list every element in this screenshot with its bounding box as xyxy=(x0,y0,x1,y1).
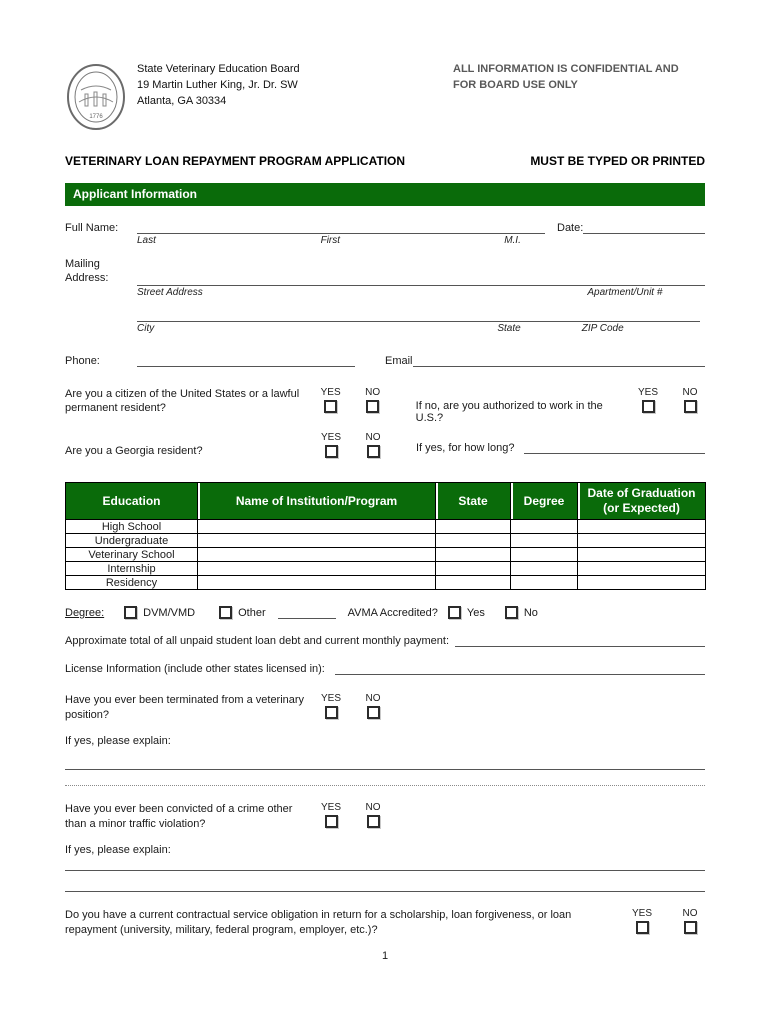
authorized-yes-checkbox[interactable] xyxy=(642,400,655,413)
header-institution: Name of Institution/Program xyxy=(198,483,436,520)
table-row-high-school xyxy=(66,520,706,534)
full-name-label: Full Name: xyxy=(65,222,119,234)
full-name-row xyxy=(65,220,705,234)
degree-label: Degree: xyxy=(65,606,105,619)
terminated-explain-label: If yes, please explain: xyxy=(65,735,171,748)
citizen-no-option xyxy=(358,387,388,413)
obligation-yes-option xyxy=(627,908,657,934)
graduation-cell[interactable] xyxy=(578,548,706,562)
how-long-label: If yes, for how long? xyxy=(416,441,515,454)
georgia-state-seal-icon xyxy=(65,62,127,132)
dvm-checkbox[interactable] xyxy=(124,606,137,619)
org-name: State Veterinary Education Board xyxy=(137,63,300,75)
street-sublabels xyxy=(137,286,700,299)
terminated-question: Have you ever been terminated from a veterinary position? xyxy=(65,694,305,722)
date-input-line[interactable] xyxy=(583,220,705,234)
convicted-no-option xyxy=(358,802,388,828)
seal-year-text: 1776 xyxy=(89,114,103,120)
degree-cell[interactable] xyxy=(511,576,578,590)
mailing-address-row xyxy=(65,257,705,286)
full-name-input-line[interactable] xyxy=(137,220,545,234)
street-address-input-line[interactable] xyxy=(137,272,705,286)
citizen-question-row xyxy=(65,387,705,424)
terminated-no-option xyxy=(358,693,388,719)
obligation-no-option xyxy=(675,908,705,934)
row-label: Internship xyxy=(66,562,198,576)
institution-cell[interactable] xyxy=(198,534,436,548)
row-label: Veterinary School xyxy=(66,548,198,562)
georgia-no-option xyxy=(358,432,388,458)
avma-no-label: No xyxy=(523,606,538,619)
citizen-yes-no-group xyxy=(316,387,388,413)
convicted-yes-checkbox[interactable] xyxy=(325,815,338,828)
education-table xyxy=(65,482,706,590)
obligation-yes-no-group xyxy=(627,908,705,934)
header-state: State xyxy=(436,483,511,520)
convicted-yes-option xyxy=(316,802,346,828)
state-cell[interactable] xyxy=(436,534,511,548)
street-address-sublabel: Street Address xyxy=(137,286,203,298)
convicted-no-checkbox[interactable] xyxy=(367,815,380,828)
table-row-undergraduate xyxy=(66,534,706,548)
no-label: NO xyxy=(365,802,381,814)
loan-debt-input-line[interactable] xyxy=(455,633,705,647)
obligation-no-checkbox[interactable] xyxy=(684,921,697,934)
avma-accredited-label: AVMA Accredited? xyxy=(347,606,438,619)
state-cell[interactable] xyxy=(436,562,511,576)
institution-cell[interactable] xyxy=(198,548,436,562)
phone-email-row xyxy=(65,353,705,367)
obligation-question-row xyxy=(65,908,705,938)
how-long-input-line[interactable] xyxy=(524,442,705,454)
phone-label: Phone: xyxy=(65,354,100,367)
org-address-line1: 19 Martin Luther King, Jr. Dr. SW xyxy=(137,78,298,91)
license-info-row xyxy=(65,661,705,675)
city-sublabel: City xyxy=(137,322,155,334)
citizen-no-checkbox[interactable] xyxy=(366,400,379,413)
authorized-question: If no, are you authorized to work in the U.S.? xyxy=(415,399,603,424)
yes-label: YES xyxy=(320,693,341,705)
table-row-internship xyxy=(66,562,706,576)
header-education: Education xyxy=(66,483,198,520)
terminated-yes-no-group xyxy=(316,693,388,719)
convicted-yes-no-group xyxy=(316,802,388,828)
phone-input-line[interactable] xyxy=(137,353,355,367)
avma-yes-label: Yes xyxy=(466,606,485,619)
authorized-yes-option xyxy=(633,387,663,413)
city-sublabels xyxy=(137,322,700,335)
convicted-explain-line1[interactable] xyxy=(65,870,705,871)
georgia-yes-option xyxy=(316,432,346,458)
institution-cell[interactable] xyxy=(198,562,436,576)
terminated-no-checkbox[interactable] xyxy=(367,706,380,719)
section-header-applicant-information: Applicant Information xyxy=(65,183,705,206)
other-degree-checkbox[interactable] xyxy=(219,606,232,619)
convicted-question: Have you ever been convicted of a crime other than a minor traffic violation? xyxy=(65,803,293,830)
citizen-yes-option xyxy=(316,387,346,413)
apartment-sublabel: Apartment/Unit # xyxy=(587,286,663,298)
convicted-explain-line2[interactable] xyxy=(65,891,705,892)
no-label: NO xyxy=(365,431,381,443)
email-label: Email xyxy=(385,354,413,367)
page-header xyxy=(65,62,705,132)
terminated-yes-checkbox[interactable] xyxy=(325,706,338,719)
org-address-line2: Atlanta, GA 30334 xyxy=(137,94,227,107)
row-label: Undergraduate xyxy=(66,534,198,548)
table-row-veterinary-school xyxy=(66,548,706,562)
authorized-no-option xyxy=(675,387,705,413)
state-cell[interactable] xyxy=(436,576,511,590)
page-number: 1 xyxy=(381,949,389,962)
degree-cell[interactable] xyxy=(511,548,578,562)
yes-label: YES xyxy=(320,802,341,814)
terminated-question-row xyxy=(65,693,705,723)
other-degree-label: Other xyxy=(238,606,266,619)
institution-cell[interactable] xyxy=(198,520,436,534)
terminated-explain-line1[interactable] xyxy=(65,769,705,770)
education-table-header-row xyxy=(66,483,706,520)
mailing-address-label: Mailing Address: xyxy=(65,258,109,285)
obligation-yes-checkbox[interactable] xyxy=(636,921,649,934)
table-row-residency xyxy=(66,576,706,590)
degree-cell[interactable] xyxy=(511,534,578,548)
citizen-yes-checkbox[interactable] xyxy=(324,400,337,413)
convicted-question-row xyxy=(65,802,705,832)
email-input-line[interactable] xyxy=(413,353,705,367)
no-label: NO xyxy=(682,907,698,919)
zip-sublabel: ZIP Code xyxy=(581,322,624,334)
avma-yes-checkbox[interactable] xyxy=(448,606,461,619)
degree-row xyxy=(65,606,705,619)
last-name-sublabel: Last xyxy=(137,235,156,246)
georgia-yes-no-group xyxy=(316,432,388,458)
confidential-line2: FOR BOARD USE ONLY xyxy=(453,78,578,91)
title-row xyxy=(65,154,705,168)
typed-or-printed-note: MUST BE TYPED OR PRINTED xyxy=(530,154,705,168)
avma-no-checkbox[interactable] xyxy=(505,606,518,619)
graduation-cell[interactable] xyxy=(578,520,706,534)
dvm-label: DVM/VMD xyxy=(143,606,196,619)
authorized-no-checkbox[interactable] xyxy=(684,400,697,413)
date-label: Date: xyxy=(557,222,584,234)
header-degree: Degree xyxy=(511,483,578,520)
state-sublabel: State xyxy=(497,322,521,334)
yes-label: YES xyxy=(637,386,658,398)
loan-debt-row xyxy=(65,633,705,647)
institution-cell[interactable] xyxy=(198,576,436,590)
degree-cell[interactable] xyxy=(511,520,578,534)
convicted-explain-label: If yes, please explain: xyxy=(65,843,171,856)
header-graduation-date: Date of Graduation (or Expected) xyxy=(578,483,706,520)
loan-debt-label: Approximate total of all unpaid student loan debt and current monthly payment: xyxy=(65,635,450,648)
georgia-question-row xyxy=(65,432,705,459)
state-cell[interactable] xyxy=(436,520,511,534)
other-degree-input-line[interactable] xyxy=(278,607,336,619)
authorized-yes-no-group xyxy=(633,387,705,413)
graduation-cell[interactable] xyxy=(578,576,706,590)
state-cell[interactable] xyxy=(436,548,511,562)
confidential-notice xyxy=(453,62,705,132)
license-info-label: License Information (include other states licensed in): xyxy=(65,663,325,676)
middle-initial-sublabel: M.I. xyxy=(504,235,521,246)
yes-label: YES xyxy=(320,386,341,398)
georgia-no-checkbox[interactable] xyxy=(367,445,380,458)
first-name-sublabel: First xyxy=(320,235,341,246)
georgia-resident-question: Are you a Georgia resident? xyxy=(65,444,203,457)
no-label: NO xyxy=(365,386,381,398)
no-label: NO xyxy=(682,386,698,398)
row-label: High School xyxy=(66,520,198,534)
license-info-input-line[interactable] xyxy=(335,661,705,675)
form-title: VETERINARY LOAN REPAYMENT PROGRAM APPLICATION xyxy=(65,154,406,168)
no-label: NO xyxy=(365,693,381,705)
graduation-cell[interactable] xyxy=(578,534,706,548)
citizen-question: Are you a citizen of the United States or a lawful permanent resident? xyxy=(65,387,300,415)
terminated-yes-option xyxy=(316,693,346,719)
terminated-explain-line2[interactable] xyxy=(65,785,705,786)
row-label: Residency xyxy=(66,576,198,590)
name-sublabels xyxy=(137,234,545,247)
degree-cell[interactable] xyxy=(511,562,578,576)
yes-label: YES xyxy=(320,431,341,443)
graduation-cell[interactable] xyxy=(578,562,706,576)
org-address-block xyxy=(137,62,300,132)
georgia-yes-checkbox[interactable] xyxy=(325,445,338,458)
yes-label: YES xyxy=(631,907,652,919)
obligation-question: Do you have a current contractual service obligation in return for a scholarship, loan forgiveness, or loan repayment (university, military, federal program, employer, etc.)? xyxy=(65,908,572,936)
confidential-line1: ALL INFORMATION IS CONFIDENTIAL AND xyxy=(453,63,679,75)
